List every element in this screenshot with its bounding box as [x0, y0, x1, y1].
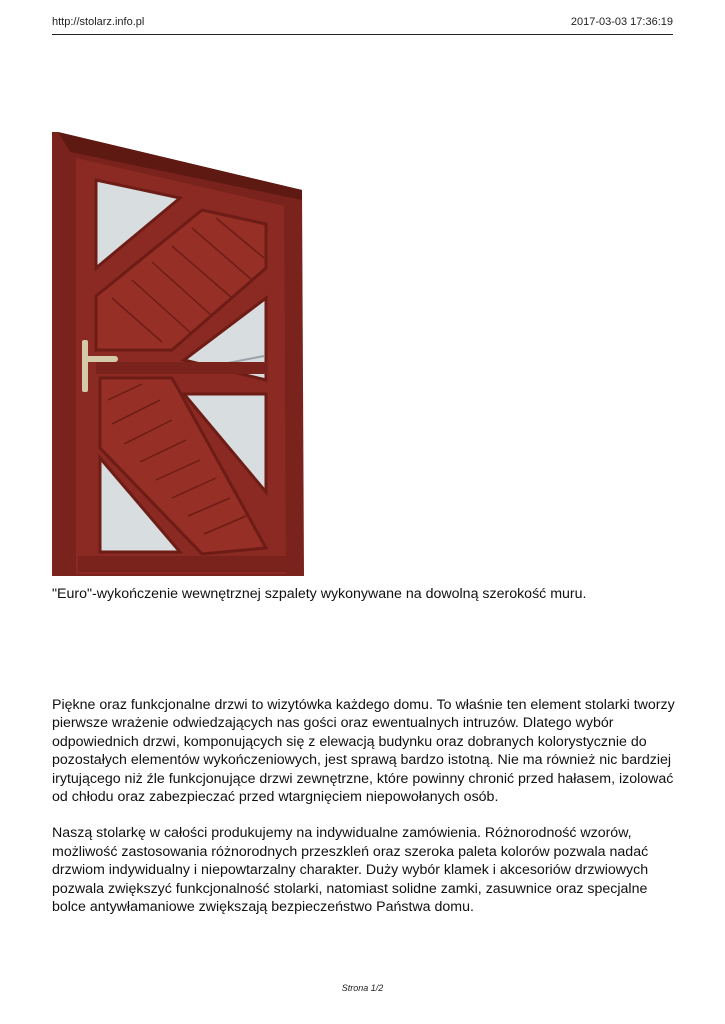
article-body	[52, 696, 677, 934]
bottom-rail	[78, 556, 286, 572]
header-datetime: 2017-03-03 17:36:19	[570, 16, 673, 28]
header-url: http://stolarz.info.pl	[52, 16, 145, 28]
paragraph: Naszą stolarkę w całości produkujemy na indywidualne zamówienia. Różnorodność wzorów, możliwość zastosowania różnorodnych przeszkleń oraz szeroka paleta kolorów pozwala nadać drzwiom indywidualny i niepowtarzalny charakter. Duży wybór klamek i akcesoriów drzwiowych pozwala zwiększyć funkcjonalność stolarki, natomiast solidne zamki, zasuwnice oraz specjalne bolce antywłamaniowe zwiększają bezpieczeństwo Państwa domu.	[52, 825, 649, 916]
door-photo	[52, 128, 310, 580]
middle-rail	[96, 362, 268, 374]
paragraph: Piękne oraz funkcjonalne drzwi to wizytówka każdego domu. To właśnie ten element stolarki tworzy pierwsze wrażenie odwiedzających nas gości oraz ewentualnych intruzów. Dlatego wybór odpowiednich drzwi, komponujących się z elewacją budynku oraz dobranych kolorystycznie do pozostałych elementów wykończeniowych, jest sprawą bardzo istotną. Nie ma również nic bardziej irytującego niż źle funkcjonujące drzwi zewnętrzne, które powinny chronić przed hałasem, izolować od chłodu oraz zabezpieczać przed wtargnięciem niepowołanych osób.	[52, 697, 675, 806]
page-number: Strona 1/2	[341, 983, 384, 993]
image-caption: "Euro"-wykończenie wewnętrznej szpalety wykonywane na dowolną szerokość muru.	[52, 586, 587, 602]
header-divider	[52, 34, 673, 35]
